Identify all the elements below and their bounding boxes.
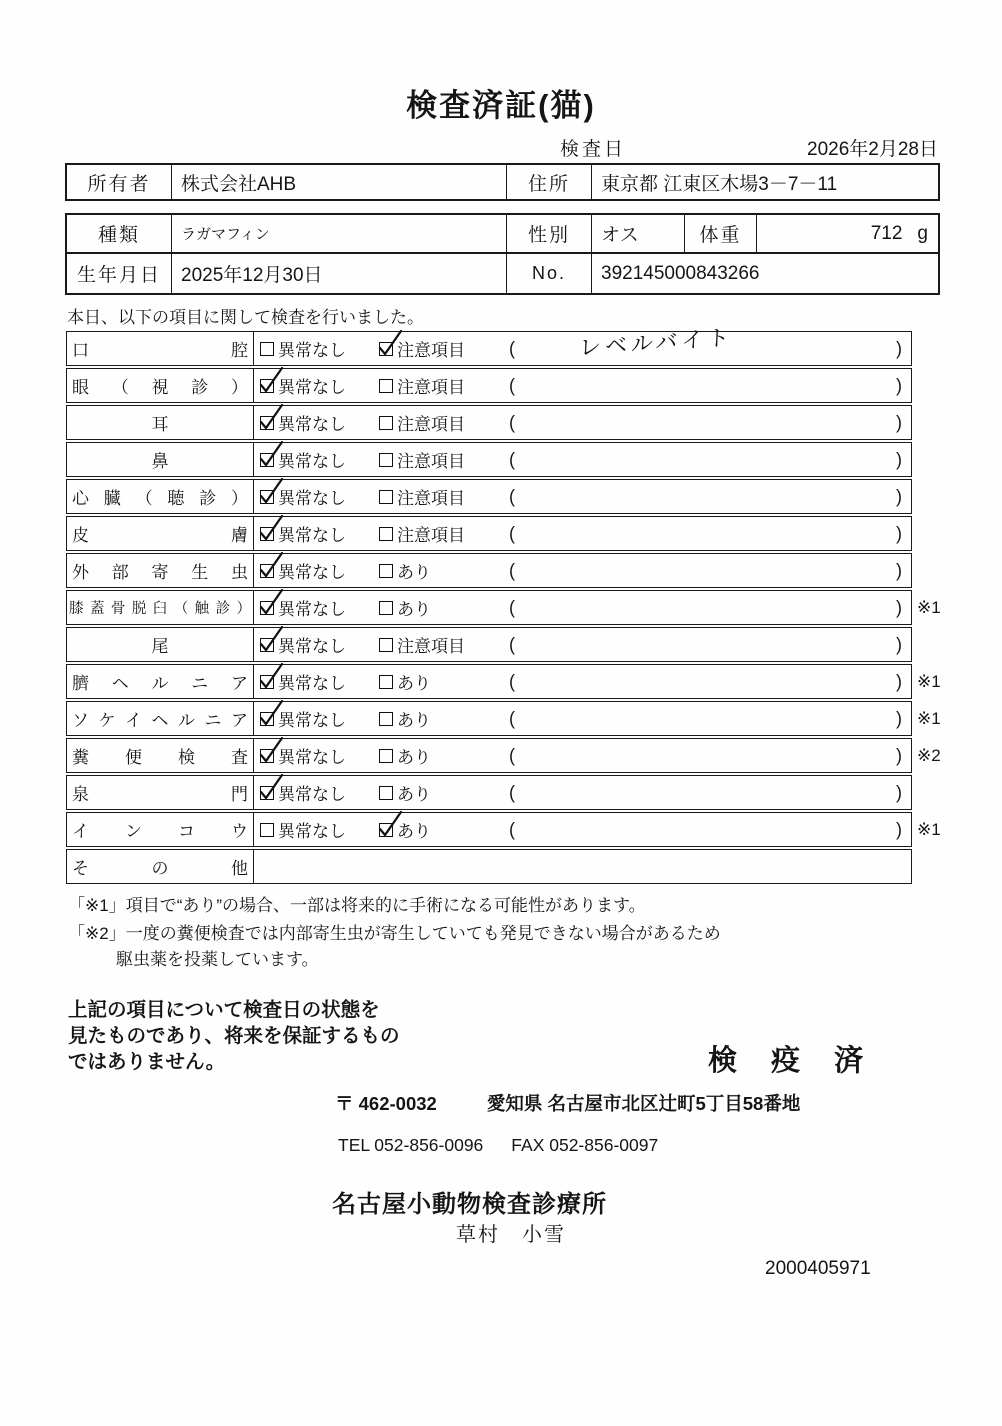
breed-value: ラガマフィン: [172, 215, 507, 252]
empty-checkbox: [379, 712, 393, 726]
exam-row-options: [254, 517, 911, 550]
footnote-ref: ※1: [917, 819, 941, 839]
page-title: 検査済証(猫): [406, 88, 596, 123]
animal-table-row-1: [67, 215, 938, 254]
breed-label: 種類: [67, 215, 172, 252]
option-no-abnormality: [260, 369, 346, 402]
open-paren: (: [509, 819, 515, 839]
empty-checkbox: [379, 786, 393, 800]
exam-row: [66, 812, 941, 847]
empty-checkbox: [379, 675, 393, 689]
checkmark-icon: [259, 625, 285, 655]
checkbox-label: 異常なし: [278, 563, 346, 582]
checked-checkbox: [260, 786, 274, 800]
weight-value: 712: [870, 222, 903, 244]
exam-row-options: [254, 850, 911, 883]
exam-item-label: 泉 門: [67, 776, 254, 809]
exam-item-label: ソ ケ イ ヘ ル ニ ア: [67, 702, 254, 735]
empty-checkbox: [260, 342, 274, 356]
option-no-abnormality: [260, 776, 346, 809]
exam-row-options: [254, 443, 911, 476]
checkbox-label: あり: [397, 600, 431, 619]
intro-text: 本日、以下の項目に関して検査を行いました。: [67, 308, 424, 327]
handwritten-note: レベルバイト: [578, 324, 734, 361]
footnote-1: 「※1」項目で“あり”の場合、一部は将来的に手術になる可能性があります。: [68, 896, 646, 915]
checkbox-label: あり: [397, 785, 431, 804]
checkbox-label: 注意項目: [397, 452, 465, 471]
checkbox-label: あり: [397, 563, 431, 582]
disclaimer-line-3: ではありません。: [68, 1051, 226, 1073]
checkmark-icon: [259, 477, 285, 507]
close-paren: ): [896, 671, 902, 691]
footnote-2-cont: 駆虫薬を投薬しています。: [116, 950, 319, 969]
exam-item-label: 膝 蓋 骨 脱 臼 （ 触 診 ）: [67, 591, 254, 624]
checkbox-label: 異常なし: [278, 415, 346, 434]
option-flagged: [379, 813, 431, 846]
exam-item-label: 心 臓 （ 聴 診 ）: [67, 480, 254, 513]
open-paren: (: [509, 597, 515, 617]
close-paren: ): [896, 819, 902, 839]
owner-value: 株式会社AHB: [172, 165, 507, 199]
option-no-abnormality: [260, 702, 346, 735]
empty-checkbox: [379, 416, 393, 430]
checked-checkbox: [260, 379, 274, 393]
checked-checkbox: [260, 416, 274, 430]
option-no-abnormality: [260, 406, 346, 439]
exam-item-label: 鼻: [67, 443, 254, 476]
close-paren: ): [896, 782, 902, 802]
checkmark-icon: [259, 662, 285, 692]
checkmark-icon: [259, 773, 285, 803]
exam-row: [66, 553, 912, 588]
checked-checkbox: [260, 453, 274, 467]
option-flagged: [379, 665, 431, 698]
checkmark-icon: [378, 329, 404, 359]
clinic-tel-line: [338, 1135, 658, 1156]
sex-value: オス: [592, 215, 685, 252]
exam-row-options: [254, 369, 911, 402]
exam-item-label: 眼 （ 視 診 ）: [67, 369, 254, 402]
close-paren: ): [896, 597, 902, 617]
option-flagged: [379, 628, 465, 661]
birth-label: 生年月日: [67, 254, 172, 293]
checkbox-label: あり: [397, 822, 431, 841]
empty-checkbox: [379, 527, 393, 541]
open-paren: (: [509, 560, 515, 580]
exam-item-label: 口 腔: [67, 332, 254, 365]
exam-row: [66, 442, 912, 477]
option-flagged: [379, 443, 465, 476]
footnote-ref: ※1: [917, 708, 941, 728]
open-paren: (: [509, 338, 515, 358]
exam-row-options: [254, 813, 911, 846]
checked-checkbox: [379, 342, 393, 356]
exam-row: [66, 775, 912, 810]
checkbox-label: 異常なし: [278, 341, 346, 360]
checkmark-icon: [259, 366, 285, 396]
inspection-date-label: 検査日: [560, 139, 627, 160]
checkbox-label: 異常なし: [278, 748, 346, 767]
option-no-abnormality: [260, 739, 346, 772]
exam-item-label: 外 部 寄 生 虫: [67, 554, 254, 587]
checked-checkbox: [379, 823, 393, 837]
close-paren: ): [896, 338, 902, 358]
no-label: No.: [507, 254, 592, 293]
checked-checkbox: [260, 749, 274, 763]
footnote-ref: ※1: [917, 597, 941, 617]
footnote-ref: ※2: [917, 745, 941, 765]
checked-checkbox: [260, 527, 274, 541]
exam-row-options: [254, 628, 911, 661]
serial-number: 2000405971: [765, 1258, 871, 1279]
option-flagged: [379, 739, 431, 772]
animal-table-row-2: [67, 254, 938, 293]
empty-checkbox: [379, 490, 393, 504]
exam-row: [66, 849, 912, 884]
option-flagged: [379, 776, 431, 809]
open-paren: (: [509, 449, 515, 469]
quarantine-stamp: 検 疫 済: [708, 1045, 877, 1077]
checkmark-icon: [259, 736, 285, 766]
exam-row: [66, 405, 912, 440]
exam-item-label: 尾: [67, 628, 254, 661]
exam-row: [66, 590, 941, 625]
exam-row-options: [254, 739, 911, 772]
clinic-address: 愛知県 名古屋市北区辻町5丁目58番地: [486, 1093, 801, 1114]
empty-checkbox: [379, 564, 393, 578]
clinic-tel: TEL 052-856-0096: [338, 1135, 484, 1155]
open-paren: (: [509, 671, 515, 691]
weight-unit: g: [917, 222, 928, 244]
checked-checkbox: [260, 675, 274, 689]
checkbox-label: 異常なし: [278, 637, 346, 656]
checkbox-label: 注意項目: [397, 526, 465, 545]
weight-label: 体重: [685, 215, 757, 252]
empty-checkbox: [260, 823, 274, 837]
checkbox-label: 異常なし: [278, 489, 346, 508]
empty-checkbox: [379, 601, 393, 615]
checkbox-label: 異常なし: [278, 378, 346, 397]
weight-cell: [757, 215, 938, 252]
option-no-abnormality: [260, 443, 346, 476]
exam-row-options: [254, 776, 911, 809]
open-paren: (: [509, 708, 515, 728]
empty-checkbox: [379, 638, 393, 652]
checkbox-label: あり: [397, 748, 431, 767]
checkmark-icon: [259, 403, 285, 433]
checkmark-icon: [259, 514, 285, 544]
sex-label: 性別: [507, 215, 592, 252]
option-flagged: [379, 406, 465, 439]
birth-value: 2025年12月30日: [172, 254, 507, 293]
checkbox-label: 注意項目: [397, 415, 465, 434]
checkbox-label: 異常なし: [278, 822, 346, 841]
exam-row-options: [254, 591, 911, 624]
exam-row: [66, 479, 912, 514]
checkbox-label: あり: [397, 674, 431, 693]
checkbox-label: あり: [397, 711, 431, 730]
close-paren: ): [896, 745, 902, 765]
checkbox-label: 注意項目: [397, 489, 465, 508]
empty-checkbox: [379, 749, 393, 763]
exam-item-label: そ の 他: [67, 850, 254, 883]
disclaimer-line-2: 見たものであり、将来を保証するもの: [68, 1025, 400, 1047]
option-no-abnormality: [260, 591, 346, 624]
option-flagged: [379, 480, 465, 513]
checkbox-label: 異常なし: [278, 674, 346, 693]
footnote-2: 「※2」一度の糞便検査では内部寄生虫が寄生していても発見できない場合があるため: [68, 924, 721, 943]
checked-checkbox: [260, 712, 274, 726]
checkbox-label: 異常なし: [278, 526, 346, 545]
exam-row-options: [254, 554, 911, 587]
exam-row: [66, 516, 912, 551]
close-paren: ): [896, 486, 902, 506]
checkbox-label: 異常なし: [278, 711, 346, 730]
exam-row-options: [254, 406, 911, 439]
clinic-fax: FAX 052-856-0097: [511, 1135, 659, 1155]
option-no-abnormality: [260, 665, 346, 698]
option-flagged: [379, 517, 465, 550]
disclaimer-text: [68, 997, 400, 1075]
option-flagged: [379, 369, 465, 402]
open-paren: (: [509, 634, 515, 654]
exam-item-label: 皮 膚: [67, 517, 254, 550]
exam-row: [66, 701, 941, 736]
address-label: 住所: [507, 165, 592, 199]
exam-row: [66, 368, 912, 403]
checked-checkbox: [260, 601, 274, 615]
inspection-date-value: 2026年2月28日: [807, 139, 938, 160]
exam-row: [66, 738, 941, 773]
exam-row-options: [254, 480, 911, 513]
close-paren: ): [896, 634, 902, 654]
option-no-abnormality: [260, 554, 346, 587]
exam-row-options: [254, 324, 911, 365]
exam-table: [66, 324, 941, 886]
checkmark-icon: [259, 440, 285, 470]
checkmark-icon: [259, 588, 285, 618]
checkbox-label: 注意項目: [397, 637, 465, 656]
checkbox-label: 注意項目: [397, 341, 465, 360]
option-flagged: [379, 554, 431, 587]
checkmark-icon: [259, 551, 285, 581]
open-paren: (: [509, 745, 515, 765]
option-flagged: [379, 332, 465, 365]
checkbox-label: 異常なし: [278, 452, 346, 471]
close-paren: ): [896, 412, 902, 432]
checkbox-label: 注意項目: [397, 378, 465, 397]
footnote-ref: ※1: [917, 671, 941, 691]
option-no-abnormality: [260, 813, 346, 846]
checkbox-label: 異常なし: [278, 600, 346, 619]
exam-item-label: 糞 便 検 査: [67, 739, 254, 772]
option-no-abnormality: [260, 332, 346, 365]
empty-checkbox: [379, 453, 393, 467]
close-paren: ): [896, 449, 902, 469]
checkbox-label: 異常なし: [278, 785, 346, 804]
option-no-abnormality: [260, 517, 346, 550]
checked-checkbox: [260, 638, 274, 652]
exam-row: [66, 324, 912, 366]
veterinarian-name: 草村 小雪: [456, 1224, 566, 1246]
empty-checkbox: [379, 379, 393, 393]
exam-item-label: イ ン コ ウ: [67, 813, 254, 846]
disclaimer-line-1: 上記の項目について検査日の状態を: [68, 999, 380, 1021]
checkmark-icon: [259, 699, 285, 729]
option-no-abnormality: [260, 628, 346, 661]
owner-label: 所有者: [67, 165, 172, 199]
exam-row-options: [254, 702, 911, 735]
no-value: 392145000843266: [601, 262, 760, 284]
open-paren: (: [509, 412, 515, 432]
checked-checkbox: [260, 564, 274, 578]
clinic-postal-line: [335, 1090, 800, 1116]
exam-row-options: [254, 665, 911, 698]
clinic-name: 名古屋小動物検査診療所: [332, 1191, 607, 1218]
close-paren: ): [896, 560, 902, 580]
owner-table: [65, 163, 940, 201]
open-paren: (: [509, 523, 515, 543]
open-paren: (: [509, 782, 515, 802]
exam-item-label: 臍 ヘ ル ニ ア: [67, 665, 254, 698]
close-paren: ): [896, 523, 902, 543]
address-value: 東京都 江東区木場3－7－11: [601, 173, 838, 195]
open-paren: (: [509, 486, 515, 506]
exam-item-label: 耳: [67, 406, 254, 439]
exam-row: [66, 627, 912, 662]
option-flagged: [379, 591, 431, 624]
option-flagged: [379, 702, 431, 735]
exam-row: [66, 664, 941, 699]
close-paren: ): [896, 375, 902, 395]
checkmark-icon: [378, 810, 404, 840]
close-paren: ): [896, 708, 902, 728]
clinic-postal-code: 〒 462-0032: [335, 1093, 437, 1114]
animal-table: [65, 213, 940, 295]
option-no-abnormality: [260, 480, 346, 513]
checked-checkbox: [260, 490, 274, 504]
open-paren: (: [509, 375, 515, 395]
